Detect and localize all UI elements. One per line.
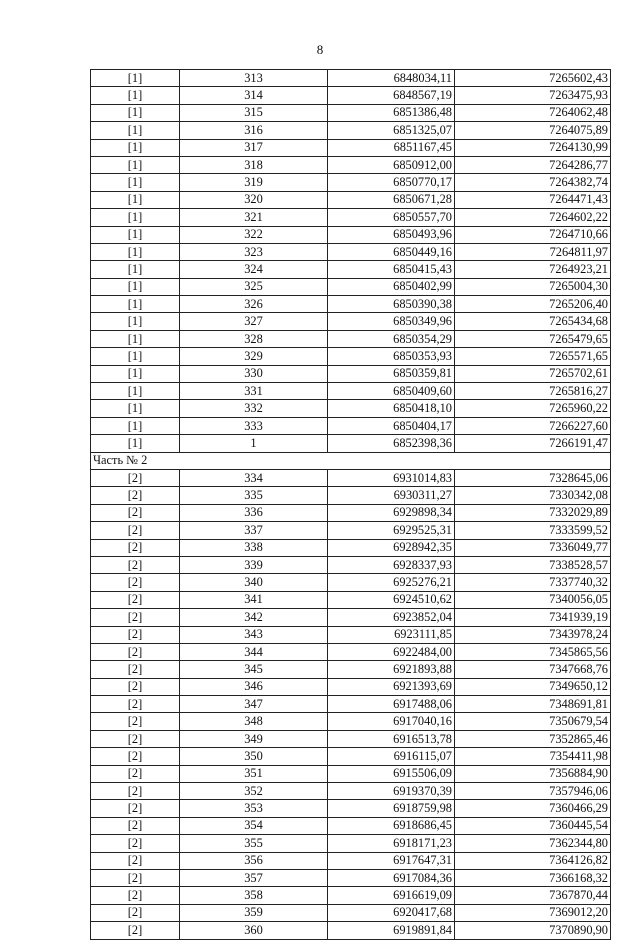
y-coordinate-cell: 7350679,54	[455, 713, 611, 730]
table-row	[91, 609, 611, 626]
section-label: Часть № 2	[91, 452, 611, 469]
point-number-cell: 347	[180, 696, 328, 713]
part-cell: [2]	[91, 504, 180, 521]
table-row	[91, 539, 611, 556]
coordinates-table	[90, 69, 611, 940]
y-coordinate-cell: 7369012,20	[455, 904, 611, 921]
table-row	[91, 122, 611, 139]
table-row	[91, 783, 611, 800]
y-coordinate-cell: 7341939,19	[455, 609, 611, 626]
table-row	[91, 139, 611, 156]
x-coordinate-cell: 6916115,07	[328, 748, 455, 765]
x-coordinate-cell: 6931014,83	[328, 469, 455, 486]
point-number-cell: 313	[180, 70, 328, 87]
table-row	[91, 765, 611, 782]
y-coordinate-cell: 7364126,82	[455, 852, 611, 869]
y-coordinate-cell: 7265004,30	[455, 278, 611, 295]
point-number-cell: 334	[180, 469, 328, 486]
point-number-cell: 340	[180, 574, 328, 591]
table-row	[91, 104, 611, 121]
x-coordinate-cell: 6916513,78	[328, 730, 455, 747]
coordinates-table-body	[91, 70, 611, 940]
table-row	[91, 278, 611, 295]
table-row	[91, 643, 611, 660]
part-cell: [2]	[91, 852, 180, 869]
point-number-cell: 352	[180, 783, 328, 800]
y-coordinate-cell: 7357946,06	[455, 783, 611, 800]
table-row	[91, 904, 611, 921]
table-row	[91, 174, 611, 191]
part-cell: [1]	[91, 400, 180, 417]
y-coordinate-cell: 7360445,54	[455, 817, 611, 834]
y-coordinate-cell: 7347668,76	[455, 661, 611, 678]
y-coordinate-cell: 7264602,22	[455, 209, 611, 226]
x-coordinate-cell: 6852398,36	[328, 435, 455, 452]
part-cell: [1]	[91, 278, 180, 295]
x-coordinate-cell: 6850349,96	[328, 313, 455, 330]
point-number-cell: 351	[180, 765, 328, 782]
part-cell: [1]	[91, 156, 180, 173]
point-number-cell: 321	[180, 209, 328, 226]
x-coordinate-cell: 6928337,93	[328, 556, 455, 573]
x-coordinate-cell: 6851167,45	[328, 139, 455, 156]
y-coordinate-cell: 7360466,29	[455, 800, 611, 817]
x-coordinate-cell: 6928942,35	[328, 539, 455, 556]
y-coordinate-cell: 7266191,47	[455, 435, 611, 452]
point-number-cell: 355	[180, 835, 328, 852]
point-number-cell: 344	[180, 643, 328, 660]
part-cell: [2]	[91, 765, 180, 782]
y-coordinate-cell: 7265434,68	[455, 313, 611, 330]
point-number-cell: 315	[180, 104, 328, 121]
table-row	[91, 835, 611, 852]
table-row	[91, 296, 611, 313]
part-cell: [1]	[91, 348, 180, 365]
x-coordinate-cell: 6918171,23	[328, 835, 455, 852]
table-row	[91, 661, 611, 678]
part-cell: [1]	[91, 243, 180, 260]
y-coordinate-cell: 7265960,22	[455, 400, 611, 417]
x-coordinate-cell: 6920417,68	[328, 904, 455, 921]
part-cell: [2]	[91, 835, 180, 852]
table-row	[91, 591, 611, 608]
y-coordinate-cell: 7345865,56	[455, 643, 611, 660]
y-coordinate-cell: 7348691,81	[455, 696, 611, 713]
point-number-cell: 358	[180, 887, 328, 904]
part-cell: [1]	[91, 70, 180, 87]
part-cell: [2]	[91, 817, 180, 834]
table-row	[91, 383, 611, 400]
point-number-cell: 332	[180, 400, 328, 417]
y-coordinate-cell: 7265206,40	[455, 296, 611, 313]
y-coordinate-cell: 7265479,65	[455, 330, 611, 347]
point-number-cell: 342	[180, 609, 328, 626]
y-coordinate-cell: 7338528,57	[455, 556, 611, 573]
x-coordinate-cell: 6924510,62	[328, 591, 455, 608]
table-row	[91, 330, 611, 347]
table-row	[91, 469, 611, 486]
x-coordinate-cell: 6850418,10	[328, 400, 455, 417]
part-cell: [2]	[91, 678, 180, 695]
y-coordinate-cell: 7265571,65	[455, 348, 611, 365]
table-row	[91, 70, 611, 87]
point-number-cell: 345	[180, 661, 328, 678]
y-coordinate-cell: 7263475,93	[455, 87, 611, 104]
part-cell: [1]	[91, 191, 180, 208]
y-coordinate-cell: 7265816,27	[455, 383, 611, 400]
y-coordinate-cell: 7264286,77	[455, 156, 611, 173]
part-cell: [1]	[91, 330, 180, 347]
point-number-cell: 357	[180, 869, 328, 886]
y-coordinate-cell: 7264471,43	[455, 191, 611, 208]
part-cell: [2]	[91, 661, 180, 678]
point-number-cell: 335	[180, 487, 328, 504]
point-number-cell: 346	[180, 678, 328, 695]
table-row	[91, 226, 611, 243]
part-cell: [2]	[91, 626, 180, 643]
x-coordinate-cell: 6851386,48	[328, 104, 455, 121]
x-coordinate-cell: 6915506,09	[328, 765, 455, 782]
point-number-cell: 331	[180, 383, 328, 400]
table-row	[91, 156, 611, 173]
section-header-row	[91, 452, 611, 469]
x-coordinate-cell: 6850493,96	[328, 226, 455, 243]
table-row	[91, 556, 611, 573]
point-number-cell: 325	[180, 278, 328, 295]
table-row	[91, 400, 611, 417]
x-coordinate-cell: 6850557,70	[328, 209, 455, 226]
point-number-cell: 1	[180, 435, 328, 452]
part-cell: [1]	[91, 313, 180, 330]
y-coordinate-cell: 7264923,21	[455, 261, 611, 278]
x-coordinate-cell: 6850415,43	[328, 261, 455, 278]
point-number-cell: 350	[180, 748, 328, 765]
x-coordinate-cell: 6919370,39	[328, 783, 455, 800]
y-coordinate-cell: 7349650,12	[455, 678, 611, 695]
x-coordinate-cell: 6917040,16	[328, 713, 455, 730]
point-number-cell: 322	[180, 226, 328, 243]
x-coordinate-cell: 6917488,06	[328, 696, 455, 713]
table-row	[91, 713, 611, 730]
table-row	[91, 748, 611, 765]
y-coordinate-cell: 7328645,06	[455, 469, 611, 486]
y-coordinate-cell: 7333599,52	[455, 522, 611, 539]
x-coordinate-cell: 6850449,16	[328, 243, 455, 260]
point-number-cell: 339	[180, 556, 328, 573]
part-cell: [1]	[91, 139, 180, 156]
x-coordinate-cell: 6848567,19	[328, 87, 455, 104]
y-coordinate-cell: 7354411,98	[455, 748, 611, 765]
x-coordinate-cell: 6850402,99	[328, 278, 455, 295]
table-row	[91, 869, 611, 886]
page-number: 8	[316, 42, 324, 57]
table-row	[91, 243, 611, 260]
table-row	[91, 678, 611, 695]
table-row	[91, 696, 611, 713]
y-coordinate-cell: 7356884,90	[455, 765, 611, 782]
point-number-cell: 329	[180, 348, 328, 365]
y-coordinate-cell: 7336049,77	[455, 539, 611, 556]
y-coordinate-cell: 7337740,32	[455, 574, 611, 591]
table-row	[91, 209, 611, 226]
part-cell: [2]	[91, 904, 180, 921]
part-cell: [1]	[91, 261, 180, 278]
table-row	[91, 87, 611, 104]
table-row	[91, 887, 611, 904]
x-coordinate-cell: 6918759,98	[328, 800, 455, 817]
x-coordinate-cell: 6921393,69	[328, 678, 455, 695]
part-cell: [1]	[91, 104, 180, 121]
x-coordinate-cell: 6925276,21	[328, 574, 455, 591]
table-row	[91, 348, 611, 365]
part-cell: [1]	[91, 209, 180, 226]
x-coordinate-cell: 6917647,31	[328, 852, 455, 869]
point-number-cell: 314	[180, 87, 328, 104]
point-number-cell: 320	[180, 191, 328, 208]
part-cell: [2]	[91, 591, 180, 608]
x-coordinate-cell: 6923111,85	[328, 626, 455, 643]
point-number-cell: 349	[180, 730, 328, 747]
table-row	[91, 435, 611, 452]
x-coordinate-cell: 6916619,09	[328, 887, 455, 904]
part-cell: [2]	[91, 539, 180, 556]
y-coordinate-cell: 7340056,05	[455, 591, 611, 608]
y-coordinate-cell: 7362344,80	[455, 835, 611, 852]
part-cell: [1]	[91, 122, 180, 139]
x-coordinate-cell: 6929898,34	[328, 504, 455, 521]
part-cell: [1]	[91, 365, 180, 382]
part-cell: [1]	[91, 417, 180, 434]
table-row	[91, 800, 611, 817]
x-coordinate-cell: 6850912,00	[328, 156, 455, 173]
point-number-cell: 316	[180, 122, 328, 139]
part-cell: [1]	[91, 383, 180, 400]
table-row	[91, 365, 611, 382]
x-coordinate-cell: 6848034,11	[328, 70, 455, 87]
y-coordinate-cell: 7265702,61	[455, 365, 611, 382]
point-number-cell: 318	[180, 156, 328, 173]
point-number-cell: 341	[180, 591, 328, 608]
point-number-cell: 326	[180, 296, 328, 313]
x-coordinate-cell: 6929525,31	[328, 522, 455, 539]
y-coordinate-cell: 7370890,90	[455, 922, 611, 939]
part-cell: [2]	[91, 783, 180, 800]
x-coordinate-cell: 6850353,93	[328, 348, 455, 365]
part-cell: [2]	[91, 469, 180, 486]
part-cell: [2]	[91, 522, 180, 539]
point-number-cell: 319	[180, 174, 328, 191]
x-coordinate-cell: 6922484,00	[328, 643, 455, 660]
y-coordinate-cell: 7367870,44	[455, 887, 611, 904]
point-number-cell: 328	[180, 330, 328, 347]
x-coordinate-cell: 6850359,81	[328, 365, 455, 382]
part-cell: [1]	[91, 435, 180, 452]
part-cell: [2]	[91, 887, 180, 904]
table-row	[91, 730, 611, 747]
x-coordinate-cell: 6850404,17	[328, 417, 455, 434]
table-row	[91, 922, 611, 939]
part-cell: [2]	[91, 556, 180, 573]
point-number-cell: 324	[180, 261, 328, 278]
part-cell: [1]	[91, 87, 180, 104]
x-coordinate-cell: 6918686,45	[328, 817, 455, 834]
point-number-cell: 337	[180, 522, 328, 539]
y-coordinate-cell: 7265602,43	[455, 70, 611, 87]
point-number-cell: 359	[180, 904, 328, 921]
y-coordinate-cell: 7332029,89	[455, 504, 611, 521]
y-coordinate-cell: 7264062,48	[455, 104, 611, 121]
part-cell: [2]	[91, 574, 180, 591]
y-coordinate-cell: 7343978,24	[455, 626, 611, 643]
point-number-cell: 317	[180, 139, 328, 156]
y-coordinate-cell: 7266227,60	[455, 417, 611, 434]
x-coordinate-cell: 6851325,07	[328, 122, 455, 139]
y-coordinate-cell: 7352865,46	[455, 730, 611, 747]
table-row	[91, 504, 611, 521]
part-cell: [2]	[91, 643, 180, 660]
point-number-cell: 354	[180, 817, 328, 834]
x-coordinate-cell: 6930311,27	[328, 487, 455, 504]
table-row	[91, 417, 611, 434]
part-cell: [2]	[91, 487, 180, 504]
y-coordinate-cell: 7264075,89	[455, 122, 611, 139]
part-cell: [1]	[91, 174, 180, 191]
table-row	[91, 313, 611, 330]
x-coordinate-cell: 6919891,84	[328, 922, 455, 939]
y-coordinate-cell: 7330342,08	[455, 487, 611, 504]
table-row	[91, 261, 611, 278]
point-number-cell: 343	[180, 626, 328, 643]
part-cell: [2]	[91, 748, 180, 765]
part-cell: [1]	[91, 296, 180, 313]
y-coordinate-cell: 7264710,66	[455, 226, 611, 243]
point-number-cell: 327	[180, 313, 328, 330]
table-row	[91, 574, 611, 591]
part-cell: [2]	[91, 696, 180, 713]
x-coordinate-cell: 6850770,17	[328, 174, 455, 191]
part-cell: [2]	[91, 869, 180, 886]
table-row	[91, 487, 611, 504]
x-coordinate-cell: 6850409,60	[328, 383, 455, 400]
table-row	[91, 817, 611, 834]
part-cell: [2]	[91, 713, 180, 730]
point-number-cell: 323	[180, 243, 328, 260]
point-number-cell: 336	[180, 504, 328, 521]
point-number-cell: 330	[180, 365, 328, 382]
x-coordinate-cell: 6850390,38	[328, 296, 455, 313]
point-number-cell: 360	[180, 922, 328, 939]
part-cell: [2]	[91, 922, 180, 939]
point-number-cell: 356	[180, 852, 328, 869]
table-row	[91, 191, 611, 208]
point-number-cell: 353	[180, 800, 328, 817]
point-number-cell: 338	[180, 539, 328, 556]
x-coordinate-cell: 6921893,88	[328, 661, 455, 678]
part-cell: [2]	[91, 730, 180, 747]
x-coordinate-cell: 6850671,28	[328, 191, 455, 208]
part-cell: [1]	[91, 226, 180, 243]
y-coordinate-cell: 7264382,74	[455, 174, 611, 191]
part-cell: [2]	[91, 609, 180, 626]
point-number-cell: 348	[180, 713, 328, 730]
table-row	[91, 852, 611, 869]
x-coordinate-cell: 6850354,29	[328, 330, 455, 347]
table-row	[91, 626, 611, 643]
y-coordinate-cell: 7264130,99	[455, 139, 611, 156]
y-coordinate-cell: 7366168,32	[455, 869, 611, 886]
x-coordinate-cell: 6923852,04	[328, 609, 455, 626]
y-coordinate-cell: 7264811,97	[455, 243, 611, 260]
table-row	[91, 522, 611, 539]
x-coordinate-cell: 6917084,36	[328, 869, 455, 886]
part-cell: [2]	[91, 800, 180, 817]
point-number-cell: 333	[180, 417, 328, 434]
